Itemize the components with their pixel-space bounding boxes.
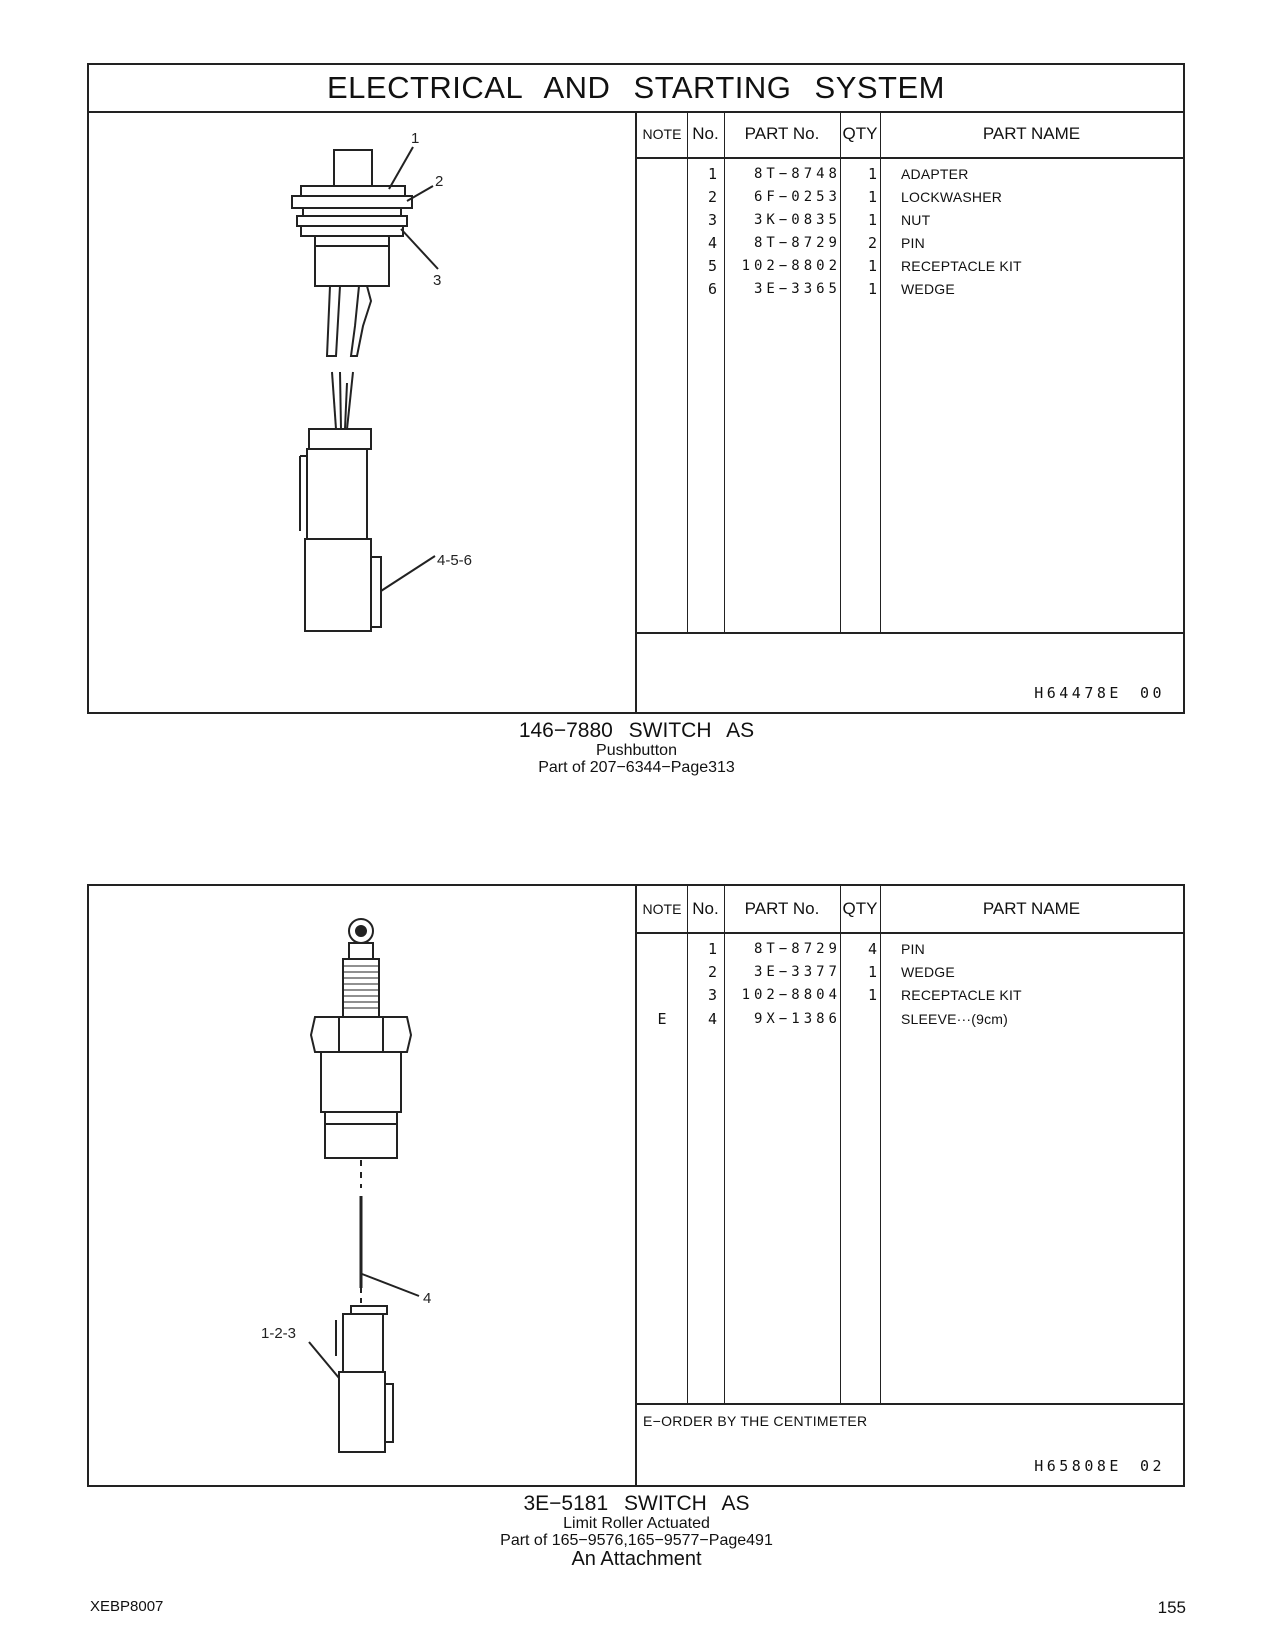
col-part-no: PART No. — [744, 899, 820, 918]
group-reference: Part of 207−6344−Page313 — [538, 759, 735, 776]
figure-revision: 00 — [1139, 684, 1165, 702]
table-row — [637, 163, 1183, 186]
figure-code — [1034, 1457, 1165, 1475]
item-number: 3 — [707, 986, 717, 1004]
footnote: E−ORDER BY THE CENTIMETER — [643, 1413, 868, 1429]
callout-4: 4 — [423, 1290, 432, 1307]
figure-revision: 02 — [1139, 1457, 1165, 1475]
callout-3: 3 — [433, 272, 442, 289]
part-name: WEDGE — [901, 281, 955, 297]
table-row — [637, 255, 1183, 278]
table-footer — [637, 632, 1183, 712]
parts-panel-switch-limit-roller — [87, 884, 1185, 1487]
figure-code-id: H64478E — [1034, 684, 1122, 702]
callout-4-5-6: 4-5-6 — [437, 552, 473, 569]
col-qty: QTY — [842, 899, 878, 918]
quantity: 2 — [867, 234, 877, 252]
callout-1-2-3: 1-2-3 — [261, 1325, 297, 1342]
group-caption-2 — [0, 1493, 1273, 1569]
item-number: 2 — [707, 188, 717, 206]
part-name: ADAPTER — [901, 166, 969, 182]
col-part-name: PART NAME — [982, 124, 1081, 143]
exploded-diagram-pushbutton — [89, 111, 637, 712]
part-number: 8T−8729 — [753, 941, 841, 957]
group-reference: Part of 165−9576,165−9577−Page491 — [500, 1532, 773, 1549]
col-part-no: PART No. — [744, 124, 820, 143]
part-number: 6F−0253 — [753, 189, 841, 205]
item-number: 4 — [707, 234, 717, 252]
table-row — [637, 278, 1183, 301]
group-subtitle: Limit Roller Actuated — [563, 1515, 710, 1532]
table-row — [637, 938, 1183, 961]
quantity: 1 — [867, 165, 877, 183]
page-number: 155 — [1157, 1598, 1186, 1617]
item-number: 1 — [707, 165, 717, 183]
group-title: 3E−5181 SWITCH AS — [523, 1492, 750, 1515]
callout-2: 2 — [435, 173, 444, 190]
part-name: RECEPTACLE KIT — [901, 258, 1022, 274]
part-number: 8T−8748 — [753, 166, 841, 182]
item-number: 1 — [707, 940, 717, 958]
col-note: NOTE — [642, 126, 682, 142]
part-name: SLEEVE···(9cm) — [901, 1011, 1009, 1027]
part-number: 8T−8729 — [753, 235, 841, 251]
col-part-name: PART NAME — [982, 899, 1081, 918]
table-footer — [637, 1403, 1183, 1485]
quantity: 1 — [867, 963, 877, 981]
col-no: No. — [692, 124, 719, 143]
col-qty: QTY — [842, 124, 878, 143]
item-number: 6 — [707, 280, 717, 298]
part-number: 3K−0835 — [753, 212, 841, 228]
col-note: NOTE — [642, 901, 682, 917]
quantity: 1 — [867, 257, 877, 275]
group-extra: An Attachment — [571, 1548, 702, 1570]
group-subtitle: Pushbutton — [596, 742, 677, 759]
table-header — [637, 886, 1183, 934]
parts-panel-switch-pushbutton — [87, 63, 1185, 714]
table-row — [637, 232, 1183, 255]
item-number: 3 — [707, 211, 717, 229]
exploded-diagram-limit-switch — [89, 886, 637, 1485]
part-number: 102−8804 — [741, 987, 841, 1003]
quantity: 1 — [867, 986, 877, 1004]
table-row — [637, 984, 1183, 1007]
item-number: 4 — [707, 1010, 717, 1028]
part-number: 9X−1386 — [753, 1011, 841, 1027]
part-name: WEDGE — [901, 964, 955, 980]
quantity: 1 — [867, 188, 877, 206]
col-no: No. — [692, 899, 719, 918]
parts-table — [637, 111, 1183, 712]
pushbutton-switch-drawing — [89, 111, 637, 712]
table-row — [637, 186, 1183, 209]
table-row — [637, 209, 1183, 232]
part-number: 3E−3365 — [753, 281, 841, 297]
table-header — [637, 111, 1183, 159]
item-number: 2 — [707, 963, 717, 981]
part-name: NUT — [901, 212, 931, 228]
quantity: 1 — [867, 211, 877, 229]
part-name: PIN — [901, 941, 925, 957]
parts-table — [637, 886, 1183, 1485]
quantity: 1 — [867, 280, 877, 298]
figure-code — [1034, 684, 1165, 702]
figure-code-id: H65808E — [1034, 1457, 1122, 1475]
part-name: PIN — [901, 235, 925, 251]
group-title: 146−7880 SWITCH AS — [518, 719, 755, 742]
part-name: RECEPTACLE KIT — [901, 987, 1022, 1003]
item-number: 5 — [707, 257, 717, 275]
group-caption-1 — [0, 720, 1273, 776]
limit-switch-drawing — [89, 886, 637, 1485]
table-row — [637, 961, 1183, 984]
part-number: 3E−3377 — [753, 964, 841, 980]
callout-1: 1 — [411, 130, 420, 147]
document-id: XEBP8007 — [90, 1598, 164, 1615]
table-row — [637, 1008, 1183, 1031]
section-title: ELECTRICAL AND STARTING SYSTEM — [89, 65, 1183, 113]
part-number: 102−8802 — [741, 258, 841, 274]
note-cell: E — [657, 1010, 667, 1028]
quantity: 4 — [867, 940, 877, 958]
part-name: LOCKWASHER — [901, 189, 1003, 205]
